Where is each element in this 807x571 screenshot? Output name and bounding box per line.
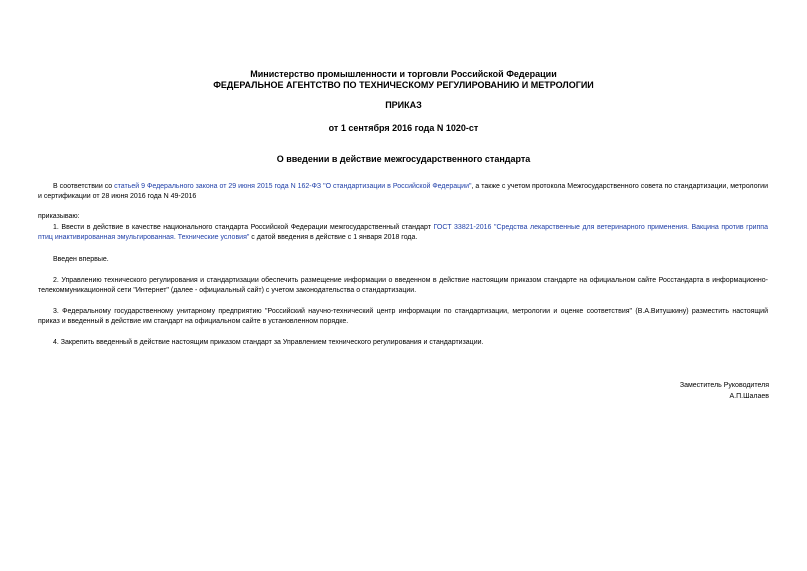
item-2-paragraph: 2. Управлению технического регулирования и стандартизации обеспечить размещение информации о введенном в действие настоящим приказом стандарте на официальном сайте Росстандарта в информационно-телекоммуникационной сети "Интернет" (далее - официальный сайт) с учетом законодательства о стандартизации. (38, 277, 768, 294)
item-3-paragraph: 3. Федеральному государственному унитарному предприятию "Российский научно-технический центр информации по стандартизации, метрологии и оценке соответствия" (В.А.Витушкину) разместить настоящий приказ и введенный в действие им стандарт на официальном сайте в установленном порядке. (38, 308, 768, 325)
intro-paragraph (38, 182, 768, 202)
document-date-number: от 1 сентября 2016 года N 1020-ст (328, 123, 479, 133)
first-time-note: Введен впервые. (53, 256, 109, 263)
item-4-paragraph: 4. Закрепить введенный в действие настоящим приказом стандарт за Управлением технического регулирования и стандартизации. (53, 339, 484, 346)
signature-position: Заместитель Руководителя (679, 382, 769, 389)
signature-name: А.П.Шалаев (729, 393, 769, 400)
item-1-paragraph (38, 223, 768, 243)
ministry-name: Министерство промышленности и торговли Российской Федерации (250, 69, 557, 79)
agency-name: ФЕДЕРАЛЬНОЕ АГЕНТСТВО ПО ТЕХНИЧЕСКОМУ РЕГУЛИРОВАНИЮ И МЕТРОЛОГИИ (213, 80, 594, 90)
gost-link[interactable]: ГОСТ 33821-2016 "Средства лекарственные для ветеринарного применения. Вакцина против гриппа птиц инактивированная эмульгированная. Технические условия" (38, 224, 768, 241)
item-1-text-pre: 1. Ввести в действие в качестве национального стандарта Российской Федерации межгосударственный стандарт (53, 224, 434, 231)
intro-text-pre: В соответствии со (53, 183, 115, 190)
item-1-text-post: с датой введения в действие с 1 января 2018 года. (249, 234, 418, 241)
document-type: ПРИКАЗ (385, 100, 422, 110)
order-word: приказываю: (38, 213, 80, 220)
document-title: О введении в действие межгосударственного стандарта (276, 154, 531, 164)
law-link[interactable]: статьей 9 Федерального закона от 29 июня 2015 года N 162-ФЗ "О стандартизации в Российской Федерации" (114, 183, 472, 190)
intro-text-post: , а также с учетом протокола Межгосударственного совета по стандартизации, метрологии и сертификации от 28 июня 2016 года N 49-2016 (38, 183, 768, 200)
